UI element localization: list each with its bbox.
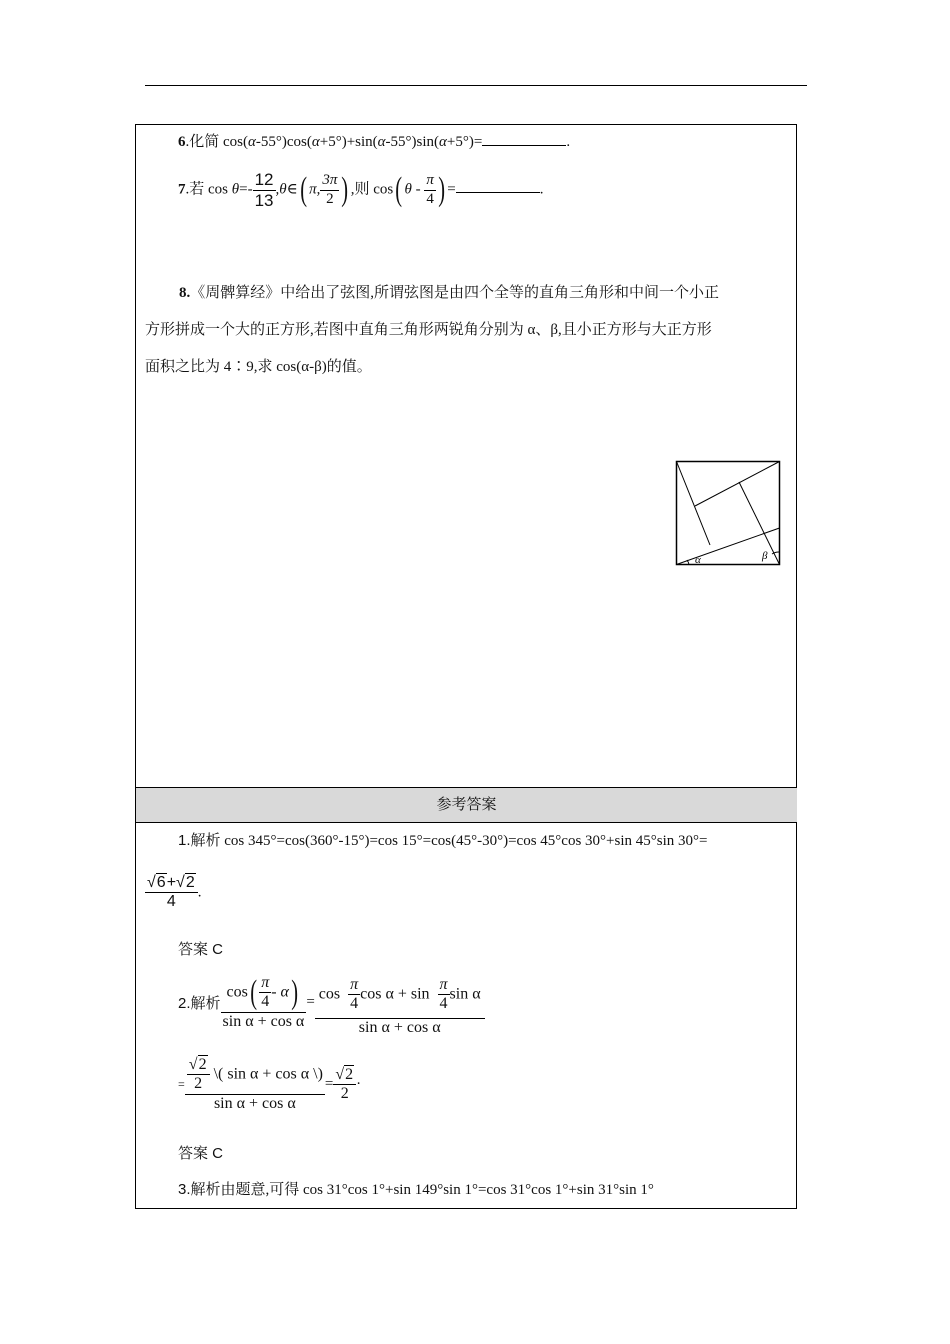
a2-label: 2.解析: [178, 995, 221, 1013]
question-8-line-3: 面积之比为 4∶9,求 cos(α-β)的值。: [145, 359, 372, 375]
triangle-edge-4: [695, 462, 780, 507]
q6-number: 6: [178, 134, 186, 150]
answer-1-line: 1.解析 cos 345°=cos(360°-15°)=cos 15°=cos(45°-30°)=cos 45°cos 30°+sin 45°sin 30°=: [178, 832, 708, 849]
q7-left-paren-2: (: [395, 171, 403, 209]
triangle-edge-1: [677, 462, 711, 546]
answer-1-result: 答案 C: [178, 941, 224, 958]
triangle-edge-3: [739, 482, 780, 565]
q7-left-paren: (: [300, 171, 307, 209]
answer-2-line-1: 2.解析 cos( $\frac{\pi}{4}$ - α) sin α + cos α = cos $\frac{\pi}{4}$ cos α + sin $\frac{\pi}{4}$ sin α sin α + cos α: [178, 968, 485, 1037]
q7-right-paren-2: ): [438, 171, 445, 209]
a1-label: 1.解析: [178, 832, 221, 849]
beta-label: β: [762, 550, 768, 562]
a2-result-fraction: $\frac{√2}{2}$: [333, 1066, 356, 1104]
header-rule: [145, 85, 807, 86]
question-8-line-1: 8.《周髀算经》中给出了弦图,所谓弦图是由四个全等的直角三角形和中间一个小正: [179, 285, 720, 301]
a2-line2-fraction: $\frac{√2}{2}$ \( sin α + cos α \) sin α + cos α: [185, 1056, 325, 1113]
answer-header: 参考答案: [136, 787, 797, 823]
answer-1-fraction: $\frac{√6+√2}{4}$ .: [147, 874, 202, 911]
question-7: 7.若 cos θ=- $\frac{12}{13}$ ,θ∈( π, $\frac{3\pi}{2}$ ) ,则 cos( θ - $\frac{\pi}{4}$ ) = .: [178, 170, 544, 210]
question-6: 6.化简 cos(α-55°)cos(α+5°)+sin(α-55°)sin(α+5°)= .: [178, 134, 571, 150]
question-8-line-2: 方形拼成一个大的正方形,若图中直角三角形两锐角分别为 α、β,且小正方形与大正方形: [145, 322, 712, 338]
alpha-label: α: [695, 554, 701, 566]
q7-right-paren: ): [341, 171, 349, 209]
q7-answer-blank[interactable]: [456, 180, 540, 193]
a2-rhs-fraction: cos $\frac{\pi}{4}$ cos α + sin $\frac{\pi}{4}$ sin α sin α + cos α: [315, 968, 485, 1037]
answer-2-result: 答案 C: [178, 1145, 224, 1162]
answer-3-line: 3.解析由题意,可得 cos 31°cos 1°+sin 149°sin 1°=cos 31°cos 1°+sin 31°sin 1°: [178, 1181, 654, 1198]
a3-label: 3.解析: [178, 1181, 221, 1198]
q7-number: 7: [178, 181, 186, 198]
q7-frac-3pi-2: $\frac{3\pi}{2}$: [322, 172, 338, 207]
q7-frac-pi-4: $\frac{\pi}{4}$: [426, 172, 434, 207]
q6-answer-blank[interactable]: [482, 133, 566, 146]
a2-lhs-fraction: cos( $\frac{\pi}{4}$ - α) sin α + cos α: [222, 973, 305, 1030]
q7-frac-12-13: $\frac{12}{13}$: [254, 170, 274, 210]
xian-diagram: [675, 460, 782, 567]
answer-2-line-2: = $\frac{√2}{2}$ \( sin α + cos α \) sin α + cos α = $\frac{√2}{2}$ ·: [178, 1056, 362, 1112]
